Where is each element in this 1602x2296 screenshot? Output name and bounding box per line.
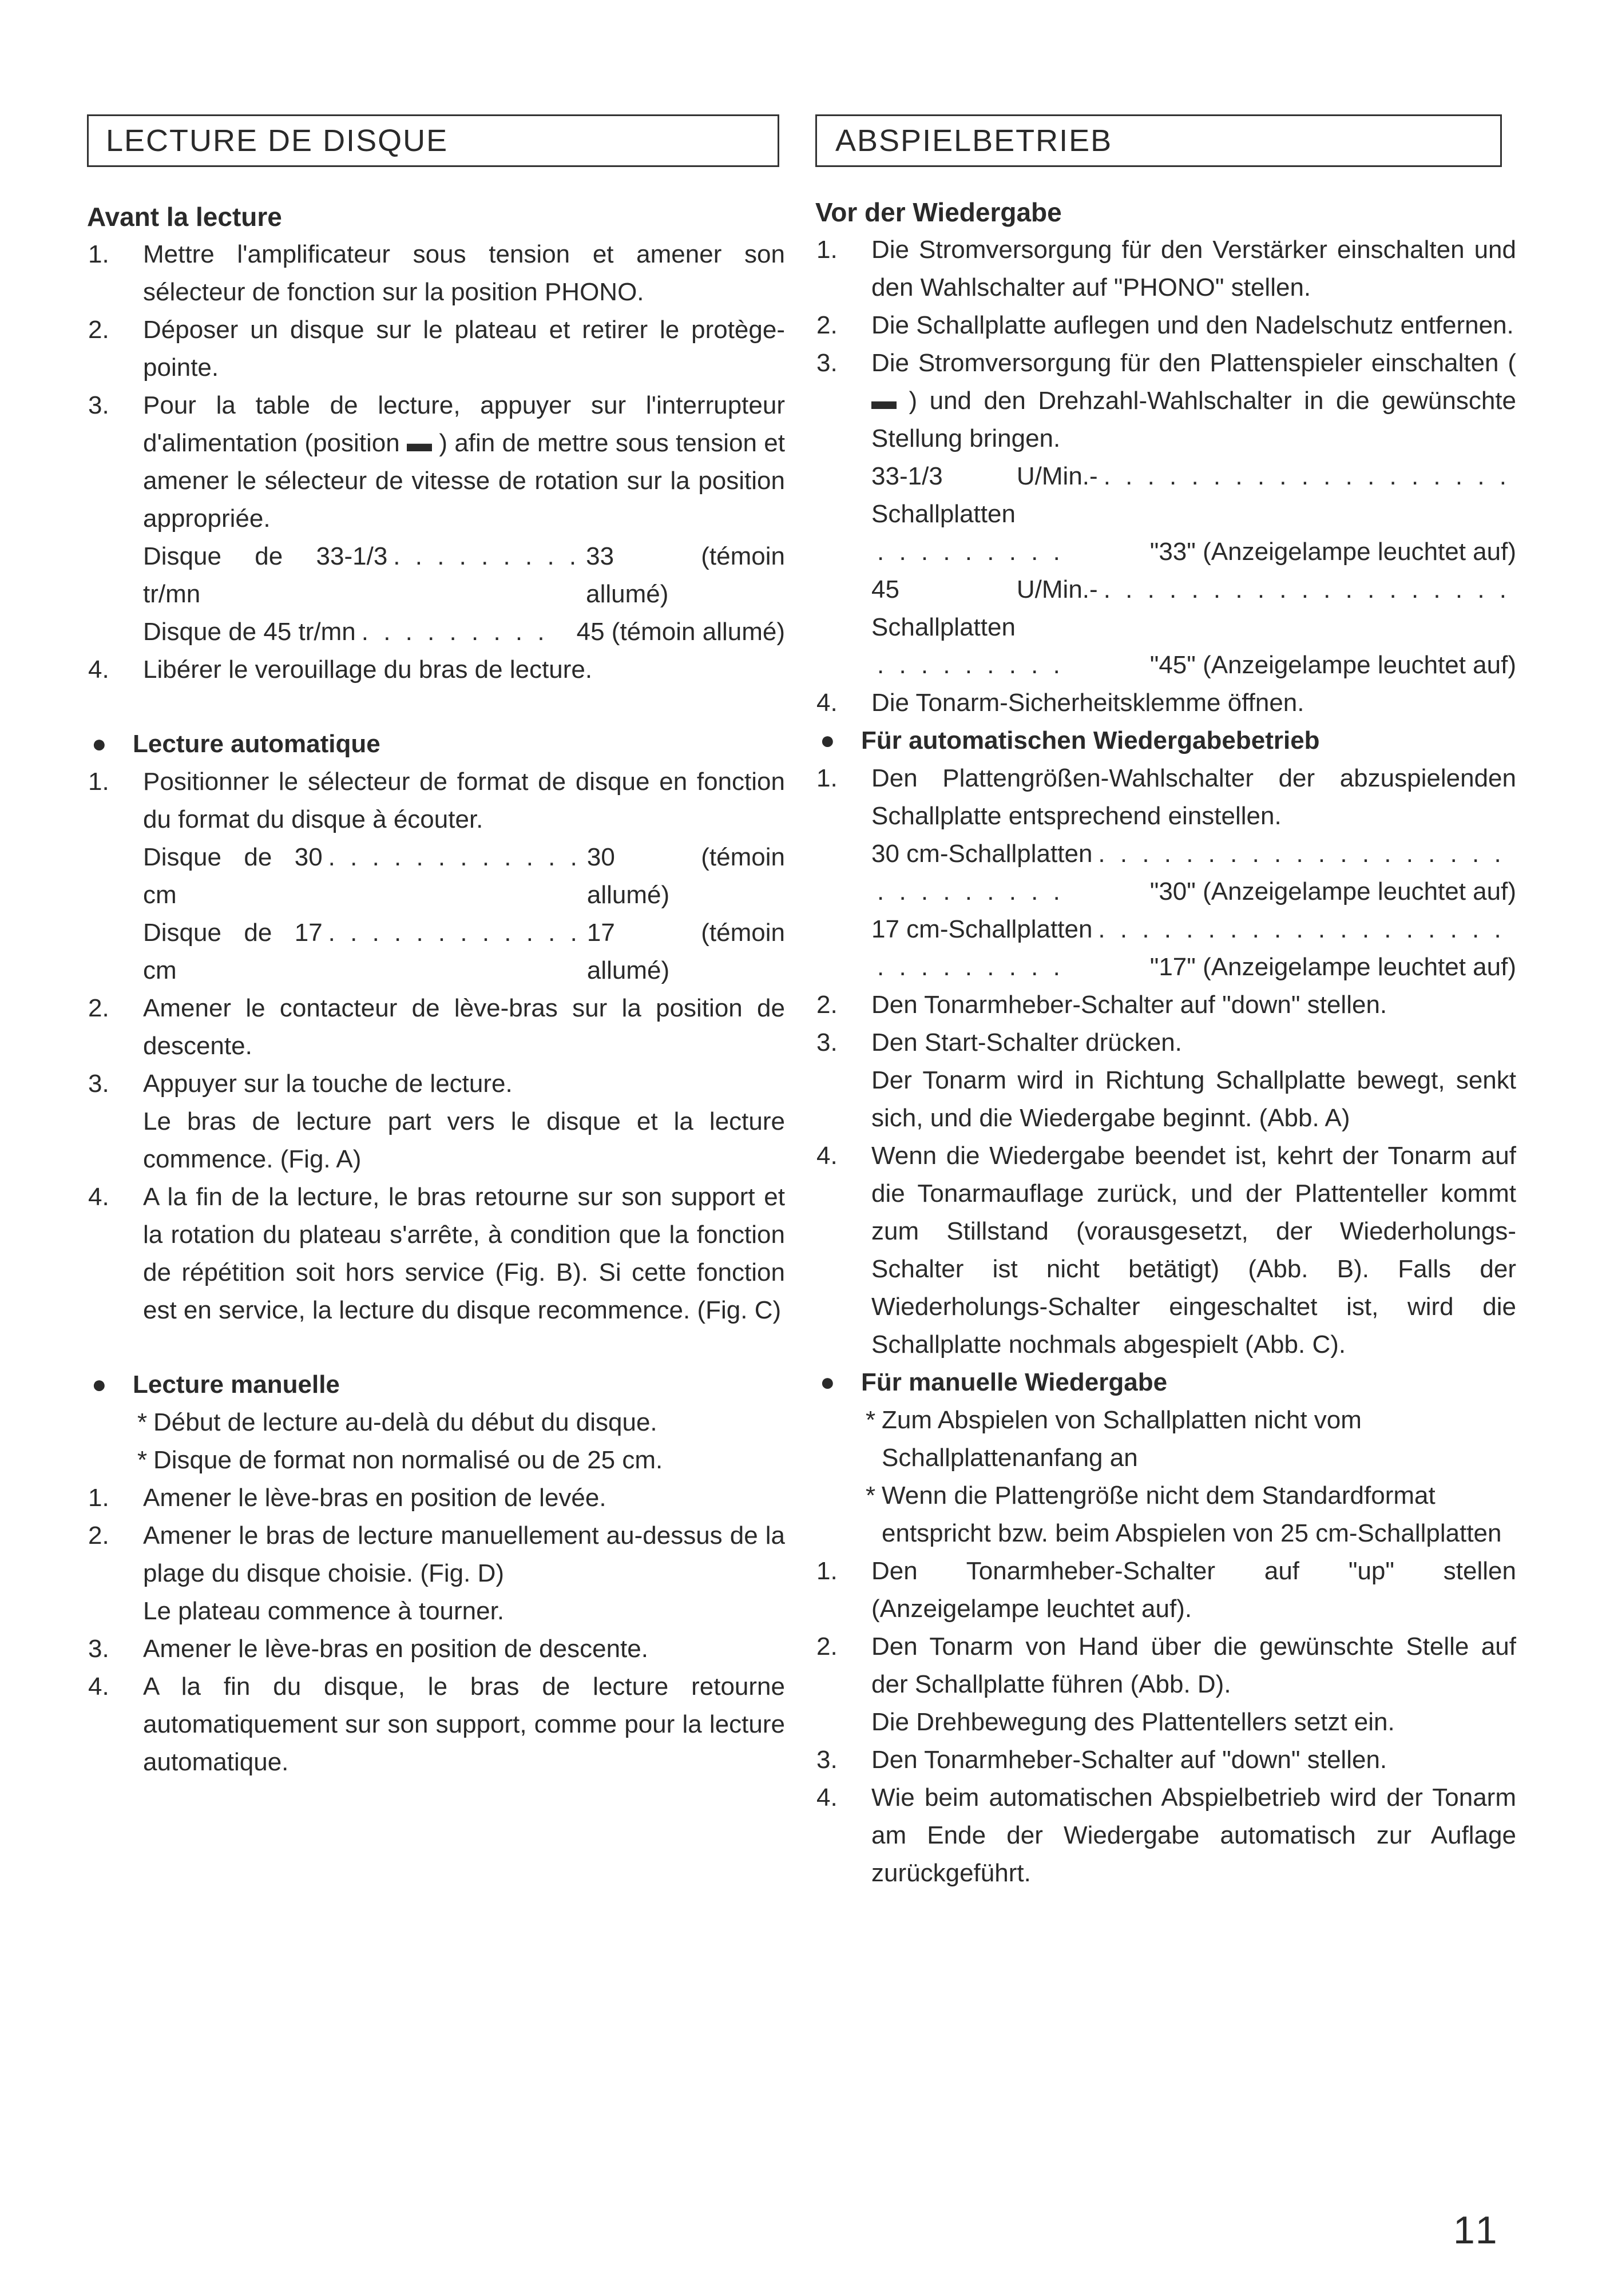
list-item: 2. Die Schallplatte auflegen und den Nadelschutz entfernen. <box>816 311 1514 339</box>
speed-row: 45 U/Min.-Schallplatten . . . . . . . . . . . . . . . . . . . <box>871 571 1516 646</box>
dot-leader: . . . . . . . . . <box>361 618 549 646</box>
note: * Zum Abspielen von Schallplatten nicht vom Schallplattenanfang an <box>866 1406 1362 1472</box>
heading-automatischer-betrieb: ● Für automatischen Wiedergabebetrieb <box>815 722 1516 760</box>
list-item: 1. Den Plattengrößen-Wahlschalter der abzuspielenden Schallplatte entsprechend einstellen. 30 cm-Schallplatten . . . . . . . . . . . . . . . . . . . . . . . . . . . . "30" (Anzeigelampe leuchtet auf) 17 cm-Schallplatten . . . . . . . . . . . . . . . . . . . . . . . . . . . . "17" (Anzeigelampe leuchtet auf) <box>815 760 1516 986</box>
speed-row: 33-1/3 U/Min.-Schallplatten . . . . . . . . . . . . . . . . . . . <box>871 458 1516 533</box>
list-item: 2. Amener le bras de lecture manuellement au-dessus de la plage du disque choisie. (Fig. D) Le plateau commence à tourner. <box>88 1522 785 1625</box>
speed-row: Disque de 33-1/3 tr/mn . . . . . . . . . 33 (témoin allumé) <box>143 538 785 613</box>
page-number: 11 <box>1453 2208 1501 2252</box>
dot-leader: . . . . . . . . . <box>877 877 1064 905</box>
list-item: 1. Mettre l'amplificateur sous tension et amener son sélecteur de fonction sur la position PHONO. <box>88 240 785 306</box>
note: * Wenn die Plattengröße nicht dem Standardformat entspricht bzw. beim Abspielen von 25 cm-Schallplatten <box>866 1481 1502 1547</box>
dot-leader: . . . . . . . . . . . . . . . . . . . <box>1098 915 1505 943</box>
list-item: 4. Wenn die Wiedergabe beendet ist, kehrt der Tonarm auf die Tonarmauflage zurück, und der Plattenteller kommt zum Stillstand (vorausgesetzt, der Wiederholungs-Schalter ist nicht betätigt) (Abb. B). Falls der Wiederholungs-Schalter eingeschaltet ist, wird die Schallplatte nochmals abgespielt (Abb. C). <box>816 1142 1516 1358</box>
dot-leader: . . . . . . . . . <box>877 538 1064 566</box>
bullet-icon: ● <box>820 726 835 754</box>
list-item: 3. Amener le lève-bras en position de descente. <box>88 1635 648 1663</box>
list-item: 1. Die Stromversorgung für den Verstärker einschalten und den Wahlschalter auf "PHONO" stellen. <box>816 236 1516 301</box>
heading-avant-lecture: Avant la lecture <box>87 202 282 232</box>
dot-leader: . . . . . . . . . . . . . . . . . . . <box>1098 840 1505 868</box>
list-item: 4. Libérer le verouillage du bras de lecture. <box>88 656 593 684</box>
list-item: 3. Appuyer sur la touche de lecture. Le bras de lecture part vers le disque et la lecture commence. (Fig. A) <box>88 1070 785 1173</box>
speed-row: . . . . . . . . . "45" (Anzeigelampe leuchtet auf) <box>871 646 1516 684</box>
heading-vor-der-wiedergabe: Vor der Wiedergabe <box>815 197 1062 227</box>
size-row: . . . . . . . . . "30" (Anzeigelampe leuchtet auf) <box>871 873 1516 911</box>
heading-lecture-manuelle: ● Lecture manuelle <box>87 1366 785 1404</box>
section-title-de: ABSPIELBETRIEB <box>815 114 1502 167</box>
size-row: Disque de 30 cm . . . . . . . . . . . . 30 (témoin allumé) <box>143 839 785 914</box>
speed-row: . . . . . . . . . "33" (Anzeigelampe leuchtet auf) <box>871 533 1516 571</box>
list-item: 1. Amener le lève-bras en position de levée. <box>88 1484 606 1512</box>
dot-leader: . . . . . . . . . . . . <box>328 843 581 871</box>
size-row: Disque de 17 cm . . . . . . . . . . . . 17 (témoin allumé) <box>143 914 785 990</box>
list-item: 3. Den Start-Schalter drücken. Der Tonarm wird in Richtung Schallplatte bewegt, senkt sich, und die Wiedergabe beginnt. (Abb. A) <box>816 1028 1516 1132</box>
bullet-icon: ● <box>820 1368 835 1396</box>
list-item: 1. Den Tonarmheber-Schalter auf "up" stellen (Anzeigelampe leuchtet auf). <box>816 1557 1516 1623</box>
dot-leader: . . . . . . . . . . . . <box>328 919 581 947</box>
dot-leader: . . . . . . . . . <box>877 953 1064 981</box>
list-item: 2. Den Tonarm von Hand über die gewünschte Stelle auf der Schallplatte führen (Abb. D). Die Drehbewegung des Plattentellers setzt ein. <box>816 1632 1516 1736</box>
speed-row: Disque de 45 tr/mn . . . . . . . . . 45 (témoin allumé) <box>143 613 785 651</box>
size-row: 17 cm-Schallplatten . . . . . . . . . . . . . . . . . . . <box>871 911 1516 948</box>
list-item: 1. Positionner le sélecteur de format de disque en fonction du format du disque à écouter. Disque de 30 cm . . . . . . . . . . . . 30 (témoin allumé) Disque de 17 cm . . . . . . . . . . . . 17 (témoin allumé) <box>87 763 785 990</box>
list-item: 4. Die Tonarm-Sicherheitsklemme öffnen. <box>816 689 1304 717</box>
list-item: 2. Déposer un disque sur le plateau et retirer le protège-pointe. <box>88 316 785 382</box>
bullet-icon: ● <box>92 730 107 758</box>
heading-lecture-automatique: ● Lecture automatique <box>87 725 785 763</box>
content-de <box>815 193 1516 1892</box>
dot-leader: . . . . . . . . . . . . . . . . . . . <box>1103 462 1510 490</box>
list-item: 3. Den Tonarmheber-Schalter auf "down" stellen. <box>816 1746 1387 1774</box>
bullet-icon: ● <box>92 1371 107 1399</box>
size-row: 30 cm-Schallplatten . . . . . . . . . . . . . . . . . . . <box>871 835 1516 873</box>
list-item: 4. Wie beim automatischen Abspielbetrieb wird der Tonarm am Ende der Wiedergabe automatisch zur Auflage zurückgeführt. <box>816 1783 1516 1887</box>
dot-leader: . . . . . . . . . <box>393 542 581 570</box>
list-item: 2. Den Tonarmheber-Schalter auf "down" stellen. <box>816 991 1387 1019</box>
note: * Début de lecture au-delà du début du disque. <box>137 1408 657 1436</box>
content-fr <box>87 198 785 1781</box>
list-item: 3. Die Stromversorgung für den Plattenspieler einschalten ( ▬ ) und den Drehzahl-Wahlschalter in die gewünschte Stellung bringen. 33-1/3 U/Min.-Schallplatten . . . . . . . . . . . . . . . . . . . . . . . . . . . . "33" (Anzeigelampe leuchtet auf) 45 U/Min.-Schallplatten . . . . . . . . . . . . . . . . . . . . . . . . . . . . "45" (Anzeigelampe leuchtet auf) <box>815 344 1516 684</box>
heading-manuelle-wiedergabe: ● Für manuelle Wiedergabe <box>815 1364 1516 1401</box>
list-item: 4. A la fin de la lecture, le bras retourne sur son support et la rotation du plateau s'arrête, à condition que la fonction de répétition soit hors service (Fig. B). Si cette fonction est en service, la lecture du disque recommence. (Fig. C) <box>88 1183 785 1324</box>
list-item: 4. A la fin du disque, le bras de lecture retourne automatiquement sur son support, comme pour la lecture automatique. <box>88 1673 785 1776</box>
list-item: 3. Pour la table de lecture, appuyer sur l'interrupteur d'alimentation (position ▬ ) afin de mettre sous tension et amener le sélecteur de vitesse de rotation sur la position appropriée. Disque de 33-1/3 tr/mn . . . . . . . . . 33 (témoin allumé) Disque de 45 tr/mn . . . . . . . . . 45 (témoin allumé) <box>87 387 785 651</box>
dot-leader: . . . . . . . . . . . . . . . . . . . <box>1103 575 1510 603</box>
section-title-fr: LECTURE DE DISQUE <box>87 114 779 167</box>
dot-leader: . . . . . . . . . <box>877 651 1064 679</box>
size-row: . . . . . . . . . "17" (Anzeigelampe leuchtet auf) <box>871 948 1516 986</box>
note: * Disque de format non normalisé ou de 25 cm. <box>137 1446 663 1474</box>
list-item: 2. Amener le contacteur de lève-bras sur la position de descente. <box>88 994 785 1060</box>
